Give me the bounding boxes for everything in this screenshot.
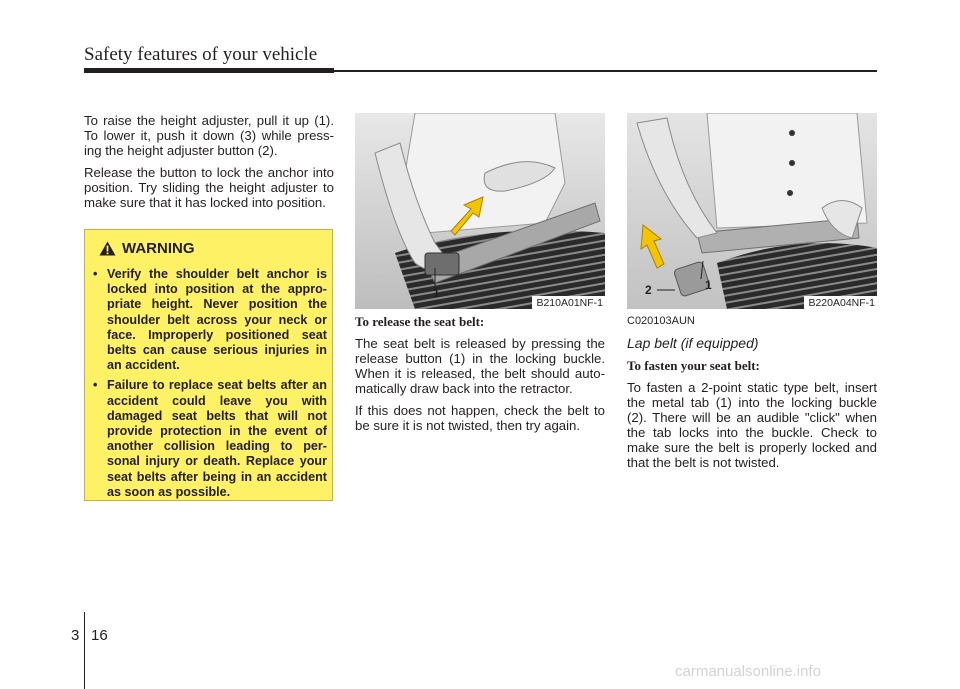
warning-triangle-icon	[99, 241, 116, 256]
paragraph: To raise the height adjuster, pull it up (1). To lower it, push it down (3) while press- ing the height adjuster button (2).	[84, 113, 334, 158]
chapter-number: 3	[71, 627, 80, 644]
figure-lap-belt	[627, 113, 877, 309]
section-code: C020103AUN	[627, 315, 695, 327]
figure-seat-belt-release	[355, 113, 605, 309]
figure-callout-1: 1	[433, 286, 440, 300]
paragraph: To fasten a 2-point static type belt, insert the metal tab (1) into the locking buckle (2). There will be an audible "click" when the tab locks into the buckle. Check to make sure the belt is properly locked and that the belt is not twisted.	[627, 380, 877, 470]
paragraph: The seat belt is released by pressing the release button (1) in the locking buckle. When it is released, the belt should auto- matically draw back into the retractor.	[355, 336, 605, 396]
warning-item: • Failure to replace seat belts after an accident could leave you with damaged seat belts that will not provide protection in the event of another collision leading to per- sonal injury or death. Replace your seat belts after being in an accident as soon as possible.	[93, 378, 327, 499]
column-3	[627, 314, 877, 477]
figure-code: B210A01NF-1	[532, 296, 605, 309]
warning-header	[99, 240, 195, 257]
lap-belt-illustration	[627, 113, 877, 309]
warning-box	[84, 229, 333, 501]
header-rule	[84, 68, 334, 73]
warning-list	[93, 267, 327, 505]
column-1	[84, 113, 334, 217]
footer-divider	[84, 612, 85, 689]
warning-title: WARNING	[122, 240, 195, 257]
subheading-release: To release the seat belt:	[355, 314, 485, 329]
warning-item: • Verify the shoulder belt anchor is locked into position at the appro- priate height. Never position the shoulder belt across your neck or face. Improperly positioned seat belts can cause serious injuries in an accident.	[93, 267, 327, 373]
column-2	[355, 314, 605, 440]
subheading-fasten: To fasten your seat belt:	[627, 358, 760, 373]
paragraph: Release the button to lock the anchor into position. Try sliding the height adjuster to make sure that it has locked into position.	[84, 165, 334, 210]
figure-callout-1: 1	[705, 278, 712, 292]
watermark: carmanualsonline.info	[675, 663, 821, 680]
paragraph: If this does not happen, check the belt to be sure it is not twisted, then try again.	[355, 403, 605, 433]
seat-belt-release-illustration	[355, 113, 605, 309]
figure-code: B220A04NF-1	[804, 296, 877, 309]
section-title: Lap belt (if equipped)	[627, 335, 759, 351]
header-rule-thin	[334, 70, 877, 72]
page-number: 16	[91, 627, 108, 644]
figure-callout-2: 2	[645, 283, 652, 297]
page-header-title: Safety features of your vehicle	[84, 44, 318, 65]
